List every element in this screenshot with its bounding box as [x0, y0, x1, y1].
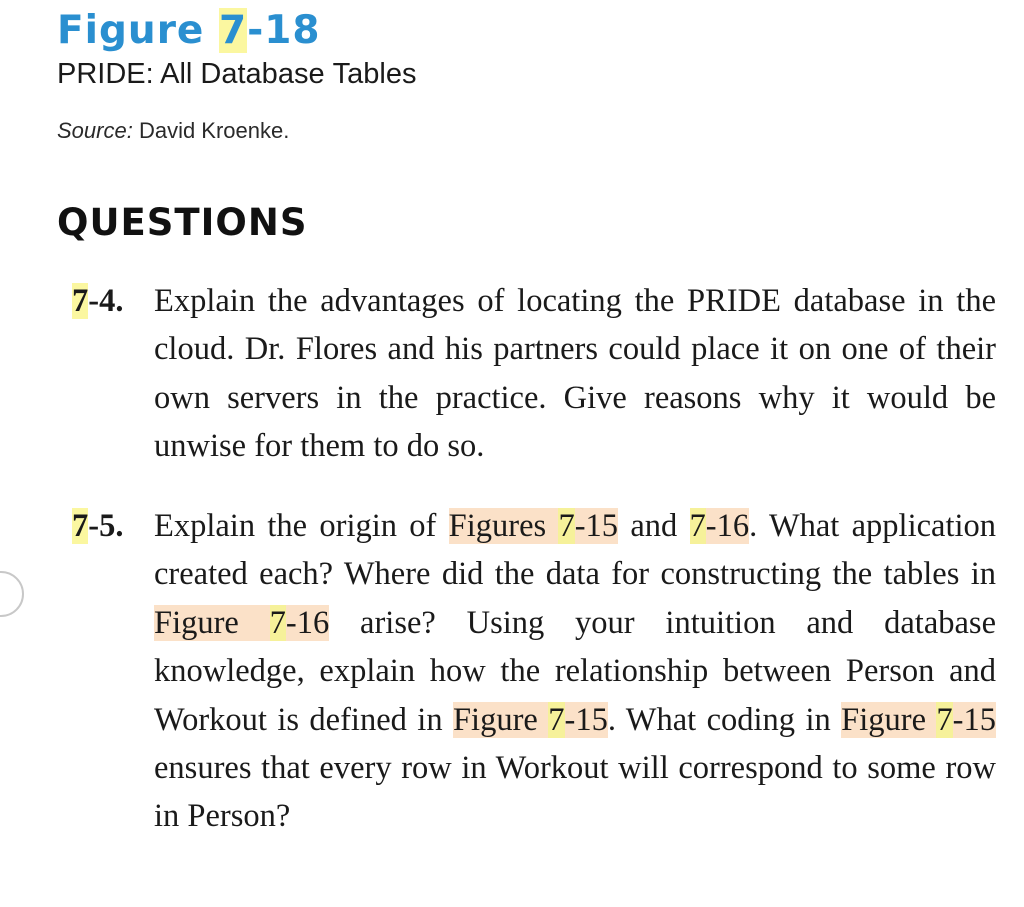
source-label: Source:: [57, 118, 133, 143]
figure-source: [57, 117, 289, 145]
page-edge-handle[interactable]: [0, 571, 24, 617]
highlight: 7: [936, 701, 953, 738]
question-item: [72, 502, 1007, 841]
figure-reference-link[interactable]: Figure 7-16: [154, 604, 330, 641]
highlight: 7: [72, 283, 89, 319]
question-text: Explain the advantages of locating the PRIDE database in the cloud. Dr. Flores and his partners could place it on one of their own servers in the practice. Give reasons why it would be unwise for them to do so.: [154, 283, 996, 465]
question-item: [72, 277, 1007, 471]
figure-reference-link[interactable]: Figures 7-15: [448, 508, 619, 544]
figure-reference-link[interactable]: Figure 7-15: [841, 701, 996, 738]
highlight: 7: [269, 604, 286, 641]
figure-caption: PRIDE: All Database Tables: [57, 58, 417, 90]
question-text: Explain the origin of Figures 7-15 and 7-16. What application created each? Where did the data for constructing the tables in Figure 7-16 arise? Using your intuition and database knowledge, explain how the relationship between Person and Workout is defined in Figure 7-15. What coding in Figure 7-15 ensures that every row in Workout will correspond to some row in Person?: [154, 508, 997, 835]
figure-reference-link[interactable]: Figure 7-15: [452, 701, 608, 738]
highlight: 7: [218, 8, 248, 53]
figure-reference-link[interactable]: 7-16: [689, 508, 750, 544]
figure-label: Figure 7-18: [57, 8, 321, 53]
highlight: 7: [689, 508, 706, 544]
highlight: 7: [558, 508, 575, 544]
source-text: David Kroenke.: [132, 118, 290, 143]
question-number: 7-4.: [72, 283, 124, 319]
highlight: 7: [72, 508, 89, 544]
question-number: 7-5.: [72, 508, 124, 544]
section-heading: QUESTIONS: [57, 201, 308, 244]
highlight: 7: [548, 701, 565, 738]
